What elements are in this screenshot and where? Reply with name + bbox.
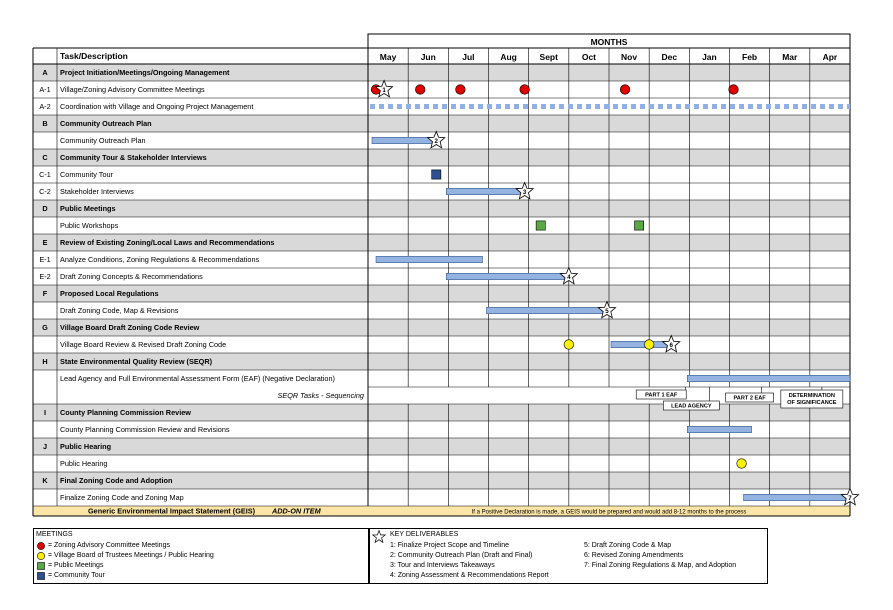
task-label: Village Board Review & Revised Draft Zoning Code: [60, 340, 227, 350]
deliverable-5: 5: Draft Zoning Code & Map: [584, 542, 672, 549]
deliverable-3: 3: Tour and Interviews Takeaways: [390, 562, 495, 569]
section-band: [33, 115, 850, 132]
green-meeting-swatch: [38, 563, 45, 570]
task-label: Draft Zoning Code, Map & Revisions: [60, 306, 179, 316]
red-meeting-marker: [620, 85, 630, 95]
gantt-bar: [744, 494, 850, 500]
months-title: MONTHS: [590, 37, 628, 47]
task-label: Finalize Zoning Code and Zoning Map: [60, 493, 184, 503]
deliverable-star-number: 6: [669, 341, 673, 349]
task-id: C-1: [39, 170, 51, 180]
deliverables-title: KEY DELIVERABLES: [390, 531, 459, 538]
section-title: Proposed Local Regulations: [60, 289, 159, 299]
seqr-callout-label: PART 1 EAF: [645, 392, 678, 399]
month-label: Dec: [661, 52, 678, 62]
section-letter: K: [42, 476, 48, 486]
month-label: Aug: [500, 52, 517, 62]
section-title: County Planning Commission Review: [60, 408, 191, 418]
task-id: A-2: [39, 102, 51, 112]
yellow-meeting-marker: [644, 340, 654, 350]
deliverable-2: 2: Community Outreach Plan (Draft and Final): [390, 552, 533, 559]
seqr-callout-label: DETERMINATION OF SIGNIFICANCE: [787, 393, 837, 407]
red-meeting-marker: [520, 85, 530, 95]
yellow-meeting-marker: [737, 459, 747, 469]
section-band: [33, 438, 850, 455]
month-label: Apr: [822, 52, 838, 62]
legend-marker-swatches: [34, 529, 48, 583]
gantt-bar: [687, 375, 850, 381]
legend-yellow-label: = Village Board of Trustees Meetings / Public Hearing: [48, 552, 214, 559]
task-label: Analyze Conditions, Zoning Regulations & Recommendations: [60, 255, 260, 265]
gantt-bar: [486, 307, 607, 313]
geis-title: Generic Environmental Impact Statement (GEIS): [88, 506, 256, 516]
month-label: Jul: [462, 52, 475, 62]
task-label: Village/Zoning Advisory Committee Meetings: [60, 85, 205, 95]
task-id: E-2: [39, 272, 51, 282]
red-meeting-marker: [729, 85, 739, 95]
red-meeting-swatch: [37, 542, 44, 549]
task-id: E-1: [39, 255, 51, 265]
gantt-bar: [446, 188, 524, 194]
section-title: Village Board Draft Zoning Code Review: [60, 323, 200, 333]
task-label: Public Hearing: [60, 459, 108, 469]
red-meeting-marker: [415, 85, 425, 95]
section-title: State Environmental Quality Review (SEQR): [60, 357, 213, 367]
month-label: May: [379, 52, 397, 62]
section-letter: H: [42, 357, 48, 367]
geis-addon-tag: ADD-ON ITEM: [272, 506, 321, 516]
section-band: [33, 200, 850, 217]
deliverable-1: 1: Finalize Project Scope and Timeline: [390, 542, 510, 549]
gantt-bar: [372, 137, 436, 143]
section-letter: C: [42, 153, 48, 163]
section-letter: I: [43, 408, 47, 418]
month-label: Oct: [581, 52, 597, 62]
month-label: Sept: [539, 52, 558, 62]
deliverable-star-number: 3: [522, 188, 527, 196]
section-title: Public Meetings: [60, 204, 116, 214]
task-label: Community Outreach Plan: [60, 136, 146, 146]
deliverable-7: 7: Final Zoning Regulations & Map, and Adoption: [584, 562, 737, 569]
task-label: Community Tour: [60, 170, 113, 180]
deliverable-6: 6: Revised Zoning Amendments: [584, 552, 684, 559]
meetings-legend-title: MEETINGS: [36, 531, 73, 538]
yellow-meeting-swatch: [37, 552, 44, 559]
blue-square-marker: [432, 170, 441, 179]
deliverable-star-number: 5: [605, 307, 609, 315]
month-label: Jan: [702, 52, 717, 62]
geis-note: If a Positive Declaration is made, a GEIS would be prepared and would add 8-12 months to the process: [471, 509, 747, 516]
section-title: Public Hearing: [60, 442, 112, 452]
task-label: Draft Zoning Concepts & Recommendations: [60, 272, 203, 282]
section-letter: F: [42, 289, 48, 299]
section-title: Community Outreach Plan: [60, 119, 152, 129]
gantt-bar: [446, 273, 569, 279]
seqr-callout-label: PART 2 EAF: [733, 395, 766, 402]
section-letter: G: [42, 323, 48, 333]
section-letter: D: [42, 204, 48, 214]
blue-tour-swatch: [38, 573, 45, 580]
deliverable-4: 4: Zoning Assessment & Recommendations Report: [390, 572, 549, 579]
deliverables-legend: [369, 528, 768, 584]
seqr-callout-label: LEAD AGENCY: [671, 403, 712, 410]
section-letter: A: [42, 68, 48, 78]
gantt-bar: [611, 341, 671, 347]
deliverable-star-number: 7: [848, 494, 852, 502]
yellow-meeting-marker: [564, 340, 574, 350]
deliverable-star-number: 1: [382, 86, 386, 94]
task-col-header: Task/Description: [60, 51, 128, 61]
legend-blue-label: = Community Tour: [48, 572, 105, 579]
task-label: Lead Agency and Full Environmental Assessment Form (EAF) (Negative Declaration): [60, 374, 335, 384]
deliverable-star-icon: [372, 530, 386, 543]
month-label: Jun: [420, 52, 436, 62]
legend-green-label: = Public Meetings: [48, 562, 104, 569]
month-label: Nov: [621, 52, 638, 62]
section-letter: J: [42, 442, 48, 452]
task-label: Stakeholder Interviews: [60, 187, 134, 197]
month-label: Feb: [742, 52, 758, 62]
green-square-marker: [635, 221, 644, 230]
task-label: Public Workshops: [60, 221, 119, 231]
meetings-legend: [33, 528, 369, 584]
task-id: A-1: [39, 85, 51, 95]
section-title: Community Tour & Stakeholder Interviews: [60, 153, 207, 163]
task-label: Coordination with Village and Ongoing Project Management: [60, 102, 254, 112]
section-title: Final Zoning Code and Adoption: [60, 476, 173, 486]
task-label-seqr: SEQR Tasks - Sequencing: [277, 391, 364, 401]
gantt-bar: [687, 426, 751, 432]
section-title: Review of Existing Zoning/Local Laws and Recommendations: [60, 238, 275, 248]
green-square-marker: [536, 221, 545, 230]
task-id: C-2: [39, 187, 51, 197]
red-meeting-marker: [456, 85, 466, 95]
month-label: Mar: [782, 52, 798, 62]
deliverable-star-number: 2: [434, 137, 439, 145]
gantt-bar: [376, 256, 482, 262]
task-label: County Planning Commission Review and Revisions: [60, 425, 230, 435]
section-letter: B: [42, 119, 48, 129]
legend-red-label: = Zoning Advisory Committee Meetings: [48, 542, 170, 549]
section-letter: E: [42, 238, 48, 248]
deliverable-star-number: 4: [567, 273, 571, 281]
section-title: Project Initiation/Meetings/Ongoing Management: [60, 68, 230, 78]
